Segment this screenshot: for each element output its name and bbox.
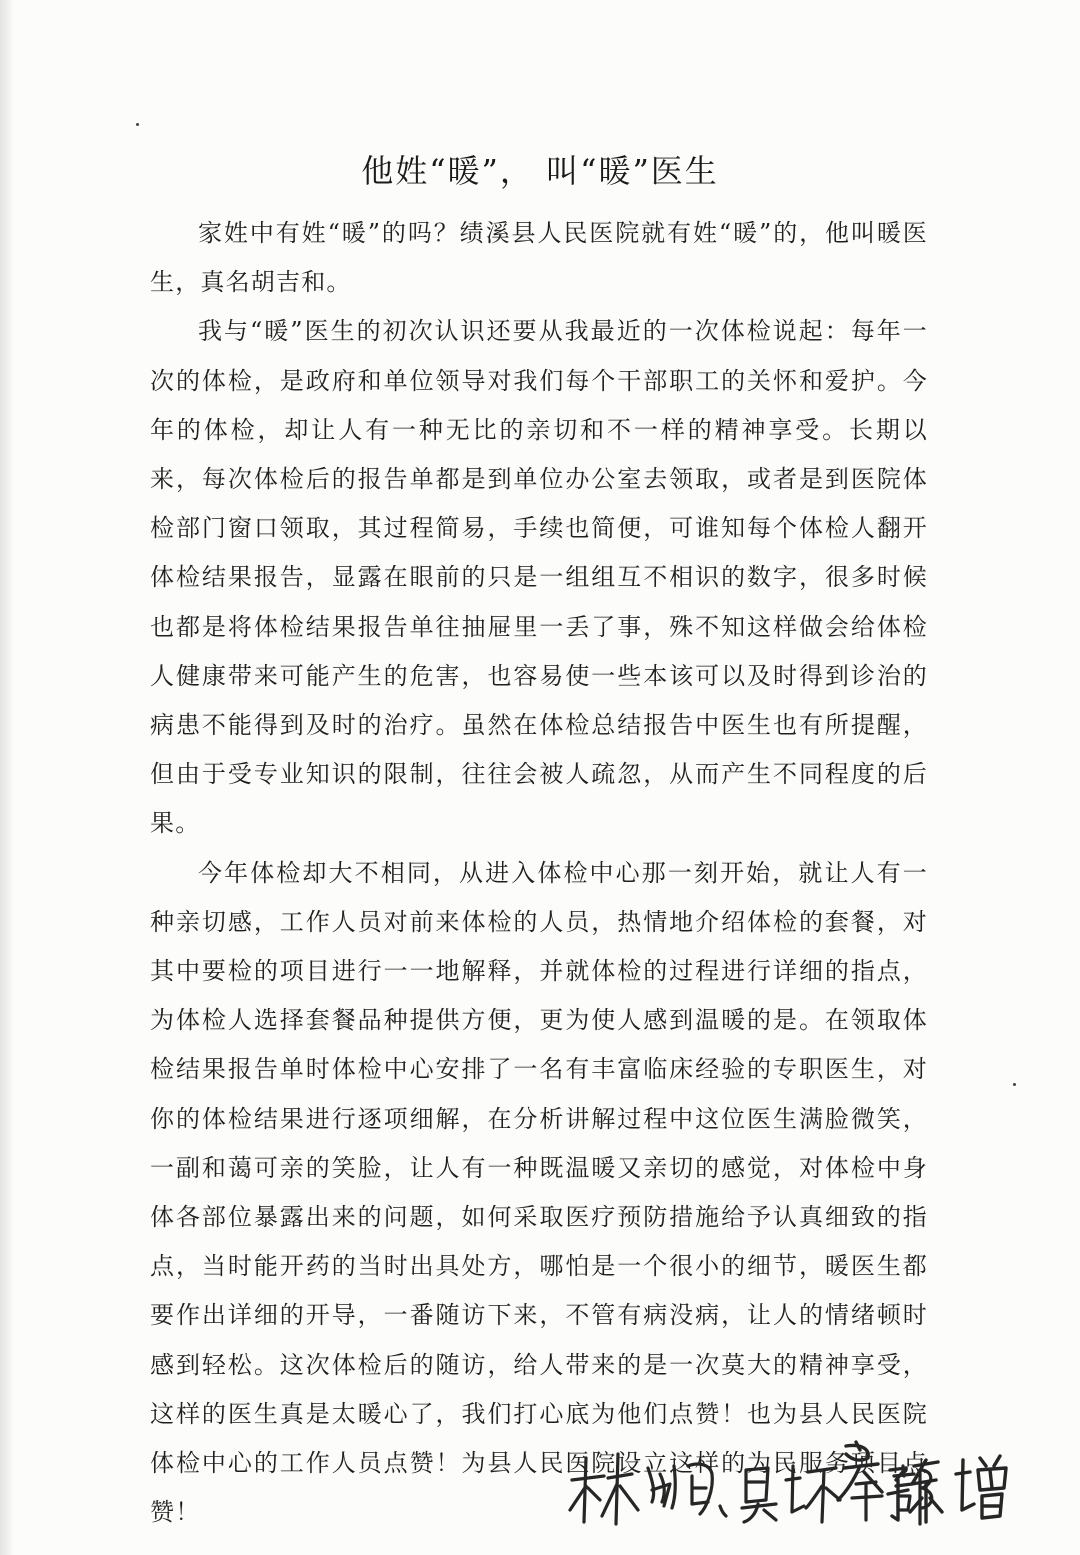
scan-speck	[1013, 1083, 1016, 1086]
document-title: 他姓“暖”， 叫“暖”医生	[361, 152, 719, 190]
scan-speck	[136, 123, 139, 126]
paragraph: 我与“暖”医生的初次认识还要从我最近的一次体检说起：每年一次的体检，是政府和单位领导对我们每个干部职工的关怀和爱护。今年的体检，却让人有一种无比的亲切和不一样的精神享受。长期以来，每次体检后的报告单都是到单位办公室去领取，或者是到医院体检部门窗口领取，其过程简易，手续也简便，可谁知每个体检人翻开体检结果报告，显露在眼前的只是一组组互不相识的数字，很多时候也都是将体检结果报告单往抽屉里一丢了事，殊不知这样做会给体检人健康带来可能产生的危害，也容易使一些本该可以及时得到诊治的病患不能得到及时的治疗。虽然在体检总结报告中医生也有所提醒，但由于受专业知识的限制，往往会被人疏忽，从而产生不同程度的后果。	[150, 317, 928, 838]
scan-edge-shadow	[0, 0, 14, 1555]
paragraph: 今年体检却大不相同，从进入体检中心那一刻开始，就让人有一种亲切感，工作人员对前来体检的人员，热情地介绍体检的套餐，对其中要检的项目进行一一地解释，并就体检的过程进行详细的指点，为体检人选择套餐品种提供方便，更为使人感到温暖的是。在领取体检结果报告单时体检中心安排了一名有丰富临床经验的专职医生，对你的体检结果进行逐项细解，在分析讲解过程中这位医生满脸微笑，一副和蔼可亲的笑脸，让人有一种既温暖又亲切的感觉，对体检中身体各部位暴露出来的问题，如何采取医疗预防措施给予认真细致的指点，当时能开药的当时出具处方，哪怕是一个很小的细节，暖医生都要作出详细的开导，一番随访下来，不管有病没病，让人的情绪顿时感到轻松。这次体检后的随访，给人带来的是一次莫大的精神享受，这样的医生真是太暖心了，我们打心底为他们点赞！也为县人民医院体检中心的工作人员点赞！为县人民医院设立这样的为民服务项目点赞！	[150, 858, 928, 1527]
document-body	[150, 209, 928, 1537]
handwritten-signature	[560, 1440, 1030, 1535]
paragraph: 家姓中有姓“暖”的吗？绩溪县人民医院就有姓“暖”的，他叫暖医生，真名胡吉和。	[150, 219, 928, 297]
